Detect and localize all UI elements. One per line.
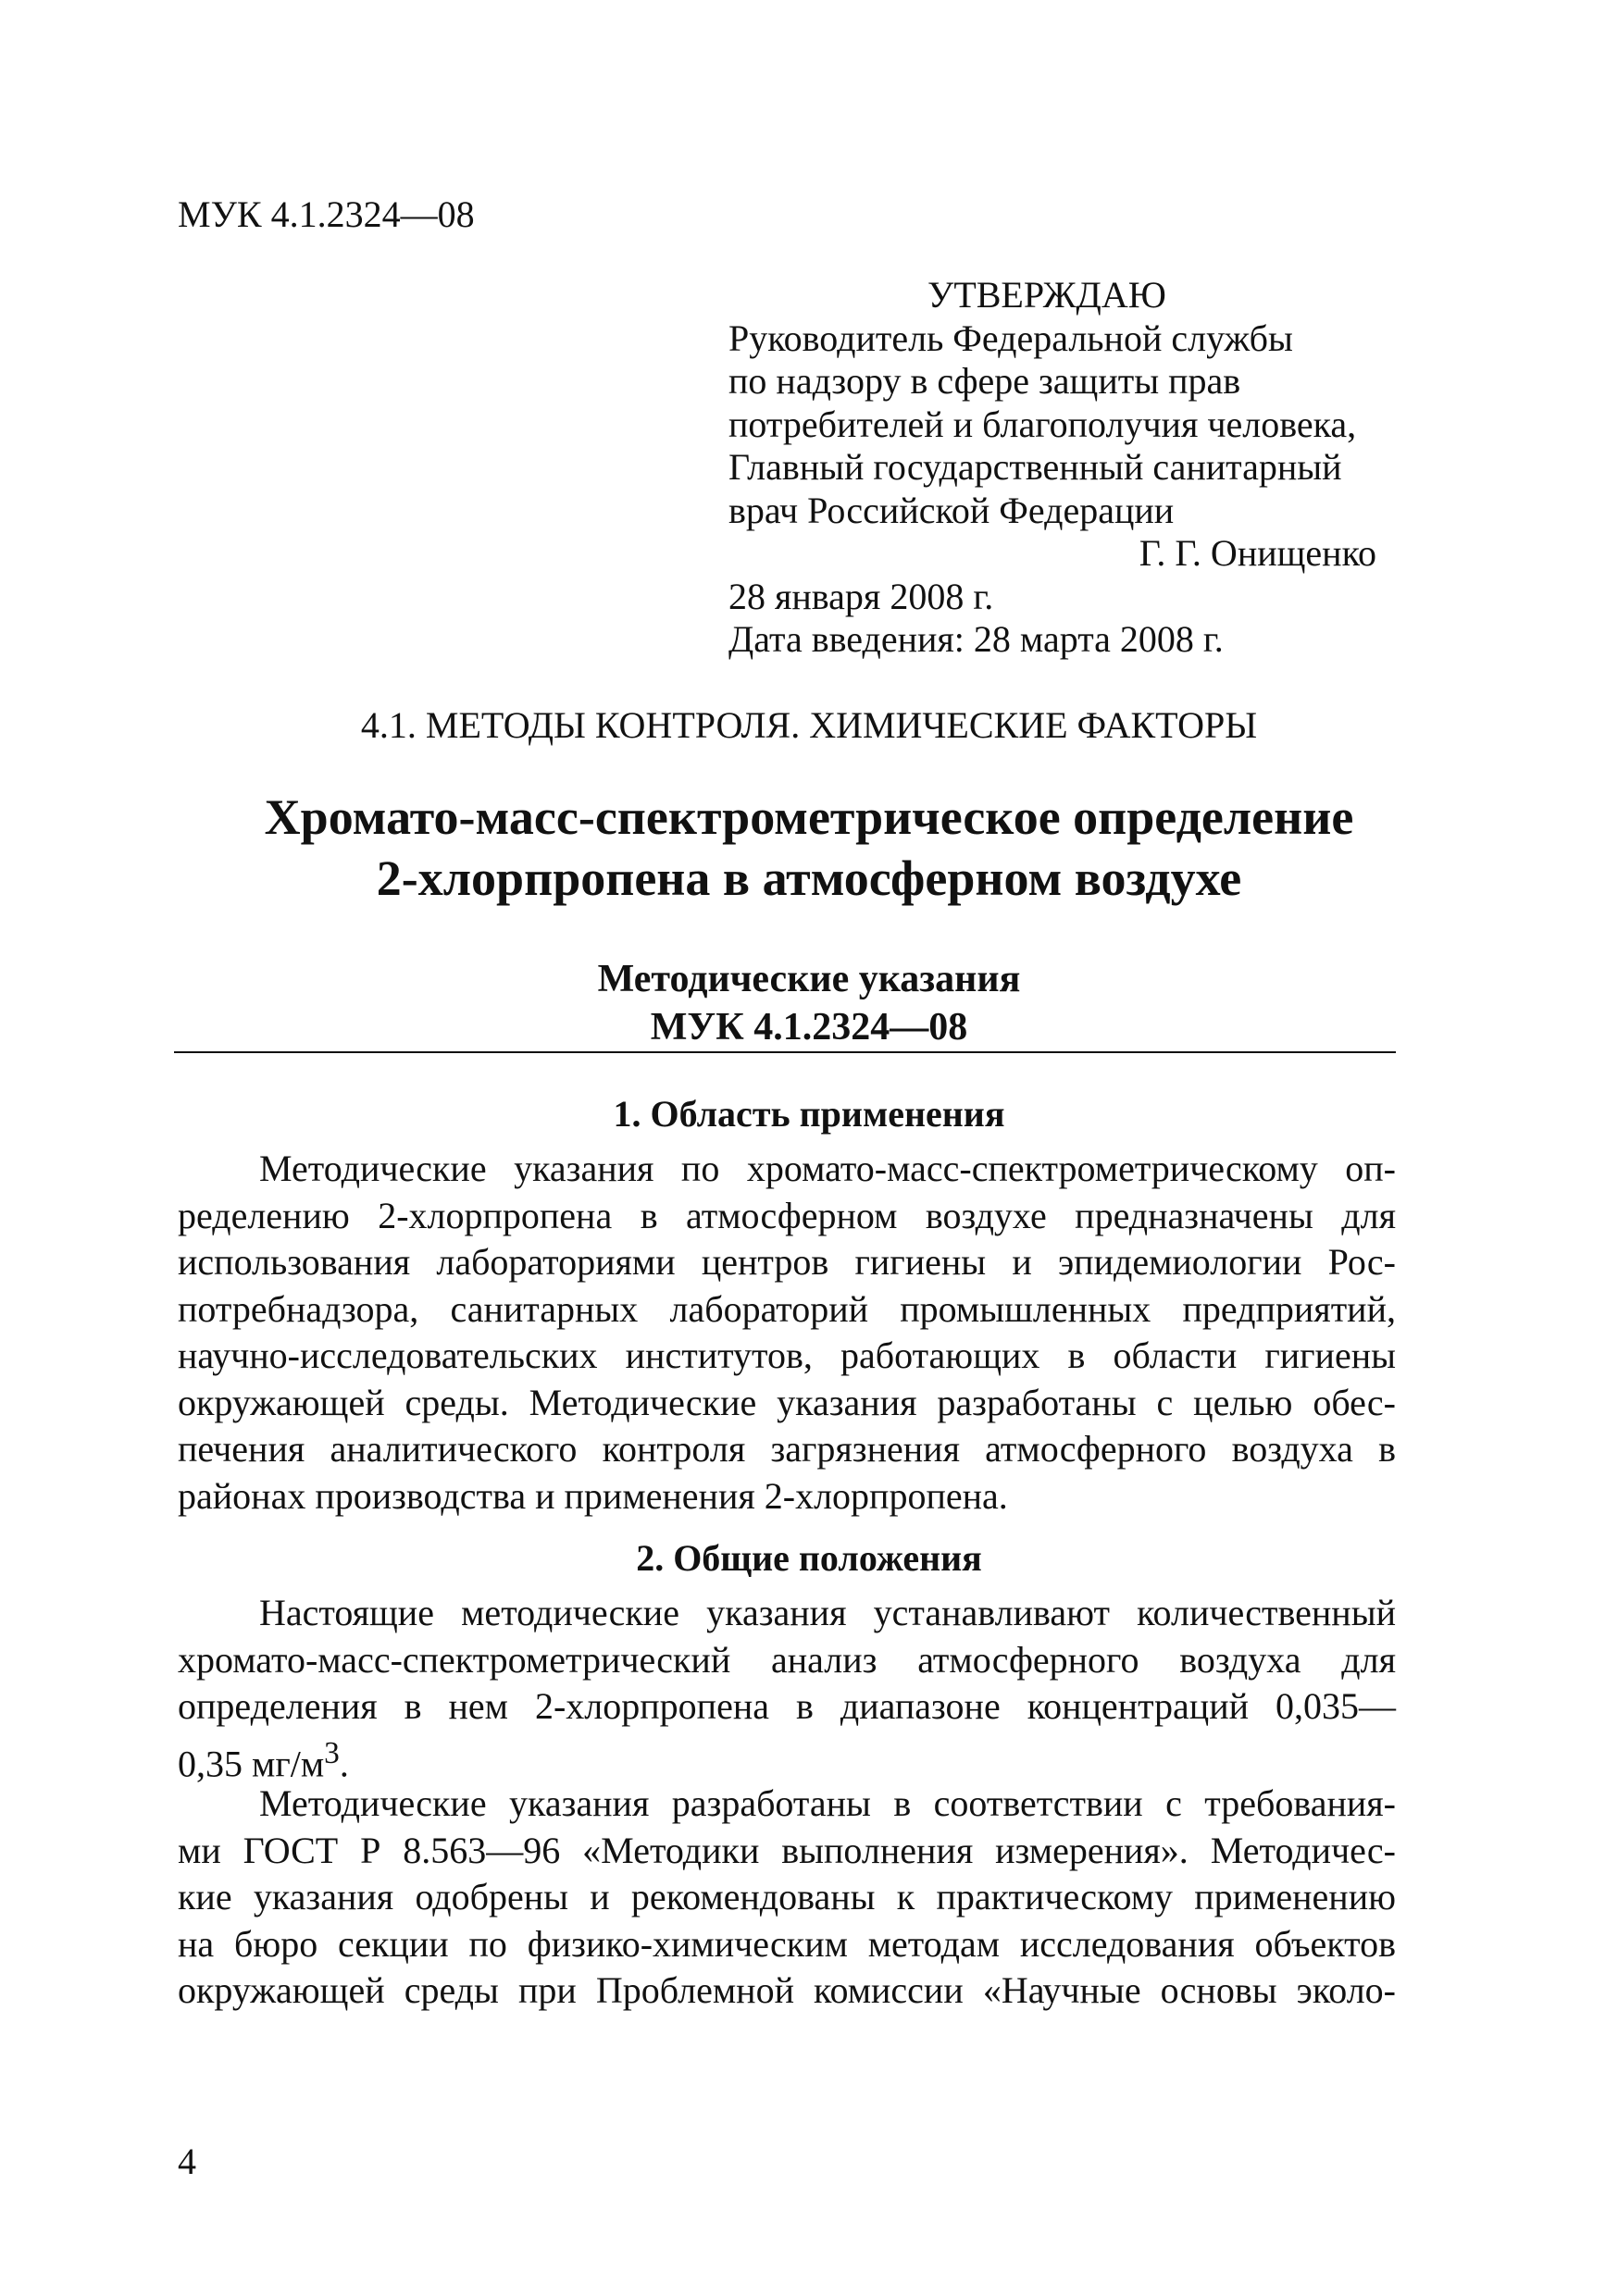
- approver-position-line: врач Российской Федерации: [728, 489, 1175, 531]
- text-line: ми ГОСТ Р 8.563—96 «Методики выполнения измерения». Методичес-: [178, 1829, 1396, 1871]
- approval-block: [728, 274, 1395, 662]
- approver-position-line: потребителей и благополучия человека,: [728, 403, 1357, 445]
- text-line: окружающей среды. Методические указания разработаны с целью обес-: [178, 1381, 1396, 1423]
- doc-code-header: МУК 4.1.2324—08: [178, 193, 475, 235]
- subtitle-line: Методические указания: [597, 958, 1021, 1000]
- text-line: определения в нем 2-хлорпропена в диапазоне концентраций 0,035—: [178, 1685, 1396, 1727]
- approval-date: 28 января 2008 г.: [728, 575, 994, 617]
- page-number: 4: [178, 2141, 196, 2182]
- section-2-paragraph-2: [178, 1781, 1396, 2015]
- text-line: потребнадзора, санитарных лабораторий промышленных предприятий,: [178, 1287, 1396, 1330]
- unit-superscript: 3: [324, 1735, 340, 1770]
- section-2-paragraph-1: [178, 1590, 1396, 1787]
- subtitle-line: МУК 4.1.2324—08: [650, 1006, 968, 1049]
- sentence-end: .: [339, 1742, 349, 1784]
- section-2-title: 2. Общие положения: [636, 1537, 982, 1579]
- text-line: окружающей среды при Проблемной комиссии «Научные основы эколо-: [178, 1969, 1396, 2011]
- text-line: на бюро секции по физико-химическим методам исследования объектов: [178, 1922, 1396, 1965]
- title-line: Хромато-масс-спектрометрическое определение: [264, 789, 1354, 845]
- text-line: кие указания одобрены и рекомендованы к практическому применению: [178, 1876, 1396, 1917]
- text-line: Методические указания разработаны в соответствии с требования-: [259, 1782, 1396, 1824]
- introduction-date: Дата введения: 28 марта 2008 г.: [728, 618, 1224, 660]
- text-line: хромато-масс-спектрометрический анализ атмосферного воздуха для: [178, 1638, 1396, 1681]
- concentration-value: 0,35 мг/м: [178, 1742, 325, 1784]
- document-title: [0, 787, 1618, 909]
- signer-name: Г. Г. Онищенко: [1139, 532, 1376, 574]
- approver-position-line: по надзору в сфере защиты прав: [728, 360, 1241, 402]
- text-line: использования лабораториями центров гигиены и эпидемиологии Рос-: [178, 1241, 1396, 1283]
- section-1-title: 1. Область применения: [613, 1093, 1005, 1135]
- text-line: районах производства и применения 2-хлорпропена.: [178, 1474, 1008, 1517]
- title-divider: [174, 1051, 1396, 1053]
- text-line: печения аналитического контроля загрязнения атмосферного воздуха в: [178, 1428, 1396, 1470]
- category-heading: 4.1. МЕТОДЫ КОНТРОЛЯ. ХИМИЧЕСКИЕ ФАКТОРЫ: [360, 704, 1258, 746]
- approve-word: УТВЕРЖДАЮ: [927, 274, 1166, 316]
- text-line: ределению 2-хлорпропена в атмосферном воздухе предназначены для: [178, 1194, 1396, 1236]
- text-line: [178, 1731, 1396, 1788]
- title-line: 2-хлорпропена в атмосферном воздухе: [376, 850, 1242, 906]
- approver-position-line: Руководитель Федеральной службы: [728, 316, 1293, 359]
- text-line: Методические указания по хромато-масс-спектрометрическому оп-: [259, 1148, 1396, 1189]
- text-line: научно-исследовательских институтов, работающих в области гигиены: [178, 1334, 1396, 1376]
- approver-position-line: Главный государственный санитарный: [728, 446, 1342, 488]
- text-line: Настоящие методические указания устанавливают количественный: [259, 1592, 1396, 1633]
- section-1-paragraph: [178, 1146, 1396, 1520]
- document-subtitle: [0, 955, 1618, 1051]
